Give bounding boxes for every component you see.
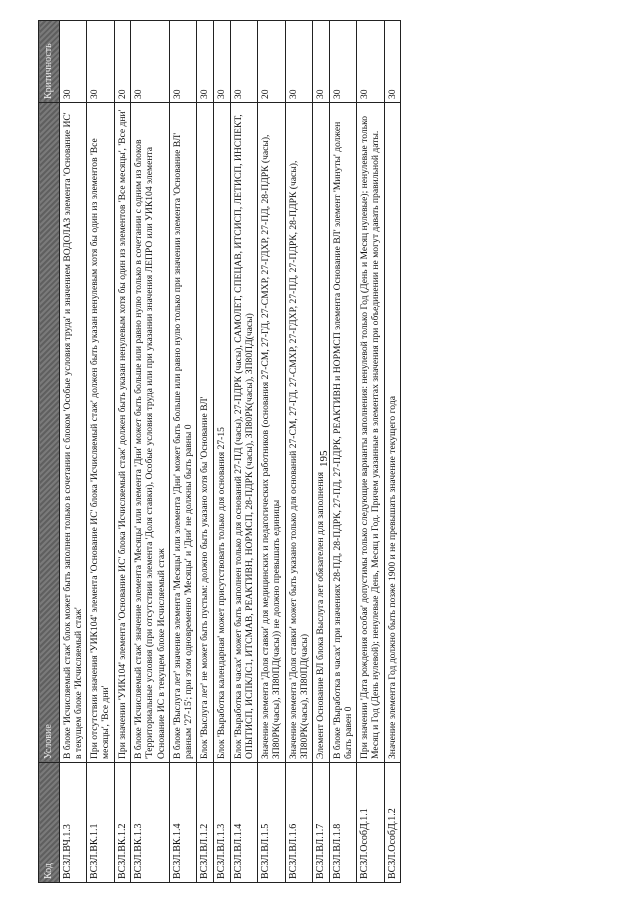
table-row: [169, 21, 196, 883]
row-condition: В блоке 'Выслуга лет' значение элемента 'Месяцы' или элемента 'Дни' может быть больше или равно нулю только при значении элемента 'Основание ВЛ' равным '27-15'; при этом одновременно 'Месяцы' и 'Дни' не должны быть равны 0: [169, 103, 196, 763]
row-code: ВСЗЛ.ВЛ.1.8: [329, 763, 356, 883]
row-criticality: 30: [169, 21, 196, 103]
row-condition: Значение элемента 'Доля ставки' может быть указано только для оснований 27-СМ, 27-ГД, 27-СМХР, 27-ГДХР, 27-ПД, 27-ПДРК, 28-ПДРК (часы), ЗП80РК(часы), ЗП80ПД(часы): [285, 103, 312, 763]
row-condition: При значении 'Дата рождения особая' допустимы только следующие варианты заполнения: ненулевой только Год (День и Месяц нулевые); ненулевые только Месяц и Год (День нулевой); ненулевые День, Месяц и Год. Причем указанные в элементах значения при объединении не могут давать правильной даты.: [357, 103, 384, 763]
row-code: ВСЗЛ.ВК.1.2: [114, 763, 131, 883]
row-condition: В блоке 'Выработка в часах' при значениях 28-ПД, 28-ПДРК, 27-ПД, 27-ПДРК, РЕАКТИВН и НОРМСП элемента Основание ВЛ' элемент 'Минуты' должен быть равен 0: [329, 103, 356, 763]
table-row: [357, 21, 384, 883]
row-condition: Значение элемента Год должно быть позже 1900 и не превышать значение текущего года: [384, 103, 401, 763]
row-criticality: 30: [313, 21, 330, 103]
table-row: [87, 21, 114, 883]
validation-table: [38, 20, 401, 883]
table-row: [114, 21, 131, 883]
row-criticality: 30: [230, 21, 257, 103]
row-code: ВСЗЛ.ОсобД.1.1: [357, 763, 384, 883]
page-number: 195: [318, 450, 330, 467]
row-condition: Блок 'Выработка календарная' может присутствовать только для основания 27-15: [214, 103, 231, 763]
row-condition: Элемент Основание ВЛ блока Выслуга лет обязателен для заполнения: [313, 103, 330, 763]
row-code: ВСЗЛ.ВК.1.1: [87, 763, 114, 883]
table-row: [384, 21, 401, 883]
table-row: [214, 21, 231, 883]
header-criticality: Критичность: [39, 21, 60, 103]
row-condition: Значение элемента 'Доля ставки' для медицинских и педагогических работников (основания 27-СМ, 27-ГД, 27-СМХР, 27-ГДХР, 27-ПД, 28-ПДРК (часы), ЗП80РК(часы), ЗП80ПД(часы)) не должно превышать единицы: [258, 103, 285, 763]
row-criticality: 30: [357, 21, 384, 103]
row-criticality: 30: [329, 21, 356, 103]
table-row: [329, 21, 356, 883]
table-row: [131, 21, 170, 883]
row-code: ВСЗЛ.ВЛ.1.5: [258, 763, 285, 883]
row-criticality: 20: [114, 21, 131, 103]
table-row: [59, 21, 86, 883]
table-header-row: [39, 21, 60, 883]
row-criticality: 30: [197, 21, 214, 103]
row-condition: При значении 'УИК104' элемента 'Основание ИС' блока 'Исчисляемый стаж' должен быть указан ненулевым хотя бы один из элементов 'Все месяцы', 'Все дни': [114, 103, 131, 763]
row-code: ВСЗЛ.ВЛ.1.2: [197, 763, 214, 883]
row-condition: Блок 'Выработка в часах' может быть заполнен только для оснований 27-ПД (часы), 27-ПДРК (часы), САМОЛЕТ, СПЕЦАВ, ИТСИСП, ЛЕТИСП, ИНСПЕКТ, ОПЫТИСП, ИСПКЛС1, ИТСМАВ, РЕАКТИВН, НОРМСП, 28-ПДРК (часы), ЗП80РК(часы), ЗП80ПД(часы): [230, 103, 257, 763]
row-criticality: 30: [214, 21, 231, 103]
table-row: [197, 21, 214, 883]
row-criticality: 20: [258, 21, 285, 103]
row-code: ВСЗЛ.ВК.1.4: [169, 763, 196, 883]
row-condition: При отсутствии значения 'УИК104' элемента 'Основание ИС' блока 'Исчисляемый стаж' должен быть указан ненулевым хотя бы один из элементов 'Все месяцы', 'Все дни': [87, 103, 114, 763]
row-criticality: 30: [384, 21, 401, 103]
row-condition: В блоке 'Исчисляемый стаж' значение элемента 'Месяцы' или элемента 'Дни' может быть больше или равно нулю только в сочетании с одним из блоков 'Территориальные условия (при отсутствии элемента 'Доля ставки), Особые условия труда или при указании значения ЛЕПРО или УИК104 элемента Основание ИС в текущем блоке Исчисляемый стаж: [131, 103, 170, 763]
row-condition: Блок 'Выслуга лет' не может быть пустым: должно быть указано хотя бы 'Основание ВЛ': [197, 103, 214, 763]
row-criticality: 30: [59, 21, 86, 103]
table-row: [230, 21, 257, 883]
row-code: ВСЗЛ.ВЛ.1.3: [214, 763, 231, 883]
table-row: [258, 21, 285, 883]
row-code: ВСЗЛ.ВЛ.1.6: [285, 763, 312, 883]
header-code: Код: [39, 763, 60, 883]
row-criticality: 30: [131, 21, 170, 103]
row-code: ВСЗЛ.ВЧ.1.3: [59, 763, 86, 883]
table-row: [285, 21, 312, 883]
row-code: ВСЗЛ.ВЛ.1.4: [230, 763, 257, 883]
row-criticality: 30: [285, 21, 312, 103]
row-code: ВСЗЛ.ВК.1.3: [131, 763, 170, 883]
header-condition: Условие: [39, 103, 60, 763]
table-row: [313, 21, 330, 883]
row-condition: В блоке 'Исчисляемый стаж' блок может быть заполнен только в сочетании с блоком 'Особые условия труда' и значением ВОДОЛАЗ элемента 'Основание ИС' в текущем блоке 'Исчисляемый стаж': [59, 103, 86, 763]
row-code: ВСЗЛ.ВЛ.1.7: [313, 763, 330, 883]
row-criticality: 30: [87, 21, 114, 103]
row-code: ВСЗЛ.ОсобД.1.2: [384, 763, 401, 883]
